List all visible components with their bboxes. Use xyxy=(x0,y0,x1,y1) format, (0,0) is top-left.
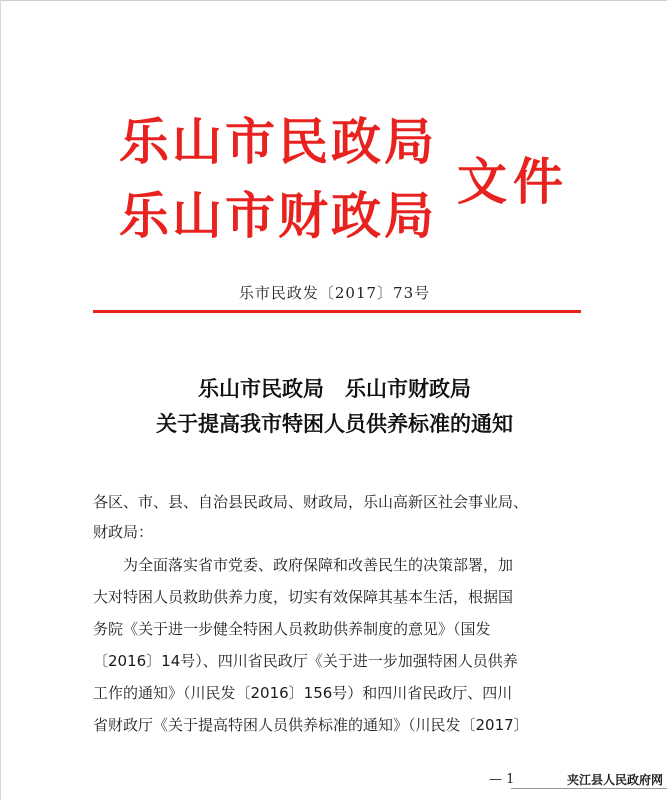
body-line-5: 务院《关于进一步健全特困人员救助供养制度的意见》（国发 xyxy=(93,620,491,638)
body-line-3: 为全面落实省市党委、政府保障和改善民生的决策部署，加 xyxy=(123,556,514,574)
notice-title-line-1: 乐山市民政局 乐山市财政局 xyxy=(198,376,471,401)
page-number: — 1 xyxy=(489,772,515,787)
body-line-4: 大对特困人员救助供养力度，切实有效保障其基本生活，根据国 xyxy=(93,588,514,606)
issuing-agency-2: 乐山市财政局 xyxy=(119,186,437,245)
red-header-divider xyxy=(93,310,581,313)
footer-divider xyxy=(511,788,667,789)
document-number: 乐市民政发〔2017〕73号 xyxy=(238,284,431,302)
body-line-6: 〔2016〕14号）、四川省民政厅《关于进一步加强特困人员供养 xyxy=(93,652,518,670)
body-line-8: 省财政厅《关于提高特困人员供养标准的通知》（川民发〔2017〕 xyxy=(93,716,529,734)
body-line-1: 各区、市、县、自治县民政局、财政局，乐山高新区社会事业局、 xyxy=(93,493,529,511)
issuing-agency-1: 乐山市民政局 xyxy=(119,112,437,171)
document-type-label: 文件 xyxy=(457,152,569,211)
body-line-7: 工作的通知》（川民发〔2016〕156号）和四川省民政厅、四川 xyxy=(93,684,513,702)
notice-title-line-2: 关于提高我市特困人员供养标准的通知 xyxy=(156,411,513,436)
top-divider xyxy=(1,0,667,1)
body-line-2: 财政局： xyxy=(93,523,154,541)
site-watermark: 夹江县人民政府网 xyxy=(567,773,664,787)
